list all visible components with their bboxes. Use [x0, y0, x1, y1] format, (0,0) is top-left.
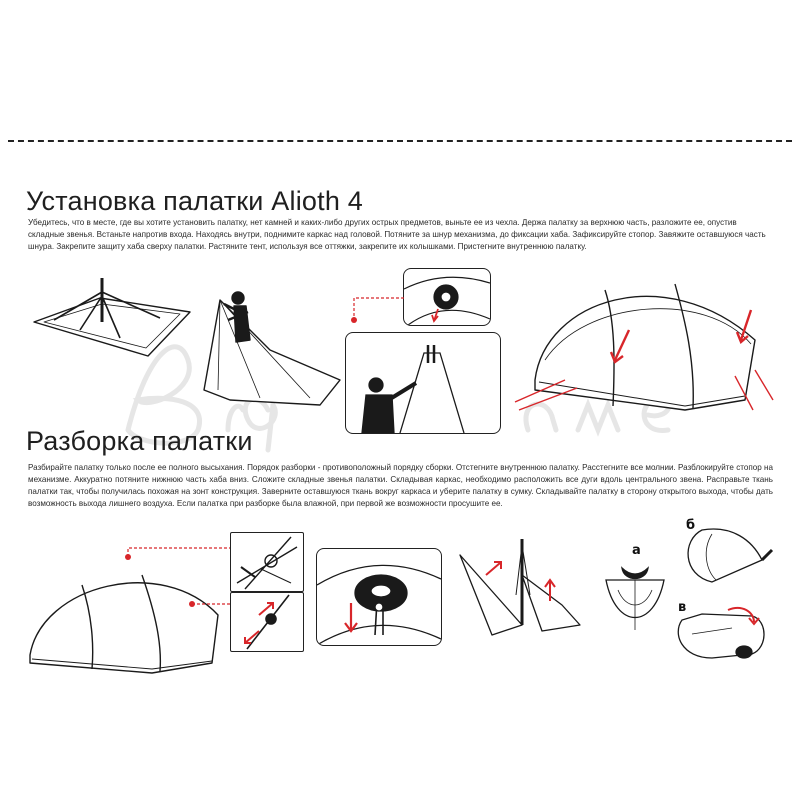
illustration-lifting-frame: [200, 280, 350, 410]
disassembly-instructions: Разбирайте палатку только после ее полного высыхания. Порядок разборки - противоположный порядку сборки. Отстегните внутреннюю палатку. Расстегните все молнии. Разблокируйте стопор на механизме. Аккуратно потяните нижнюю часть хаба вниз. Сложите складные звенья палатки. Складывая каркас, необходимо расположить все дуги вдоль центрального звена. Расправьте ткань палатки так, чтобы получилась похожая на зонт конструкция. Заверните оставшуюся ткань вокруг каркаса и уберите палатку в сумку. Складывайте палатку в сторону открытого выхода, чтобы дать возможность выхода лишнего воздуха. Если палатка при разборке была влажной, при первой же возможности просушите ее.: [28, 463, 773, 508]
illustration-packed-bag: [672, 604, 772, 670]
install-title: Установка палатки Alioth 4: [26, 186, 363, 216]
illustration-dome-tent-pitched: [505, 260, 775, 420]
illustration-folding-frame: [452, 535, 582, 645]
step-letter-b: б: [686, 518, 696, 533]
step-letter-a: а: [632, 543, 641, 558]
install-instructions: Убедитесь, что в месте, где вы хотите установить палатку, нет камней и каких-либо других острых предметов, выньте ее из чехла. Держа палатку за верхнюю часть, разложите ее, опустив складные звенья. Встаньте напротив входа. Находясь внутри, поднимите каркас над головой. Потяните за шнур механизма, до фиксации хаба. Зафиксируйте стопор. Завяжите оставшуюся часть шнура. Закрепите защиту хаба сверху палатки. Растяните тент, используя все оттяжки, закрепите их колышками. Пристегните внутреннюю палатку.: [28, 218, 766, 251]
illustration-rolled-bundle: [682, 520, 782, 590]
hub-closeup-box: [316, 548, 442, 646]
illustration-folded-umbrella: [596, 560, 674, 638]
callout-connector-dis-bottom: [188, 598, 232, 610]
callout-connector-top: [350, 296, 406, 324]
callout-connector-dis-top: [124, 545, 232, 559]
mechanism-detail-box-top: [230, 532, 304, 592]
illustration-dome-tent-standing: [22, 555, 222, 675]
illustration-tent-laid-flat: [30, 270, 200, 360]
mechanism-detail-box-bottom: [230, 592, 304, 652]
person-inside-box: [345, 332, 501, 434]
step-letter-v: в: [678, 600, 687, 615]
dashed-cut-line: [8, 140, 792, 142]
disassembly-title: Разборка палатки: [26, 426, 253, 456]
hub-detail-box-top: [403, 268, 491, 326]
